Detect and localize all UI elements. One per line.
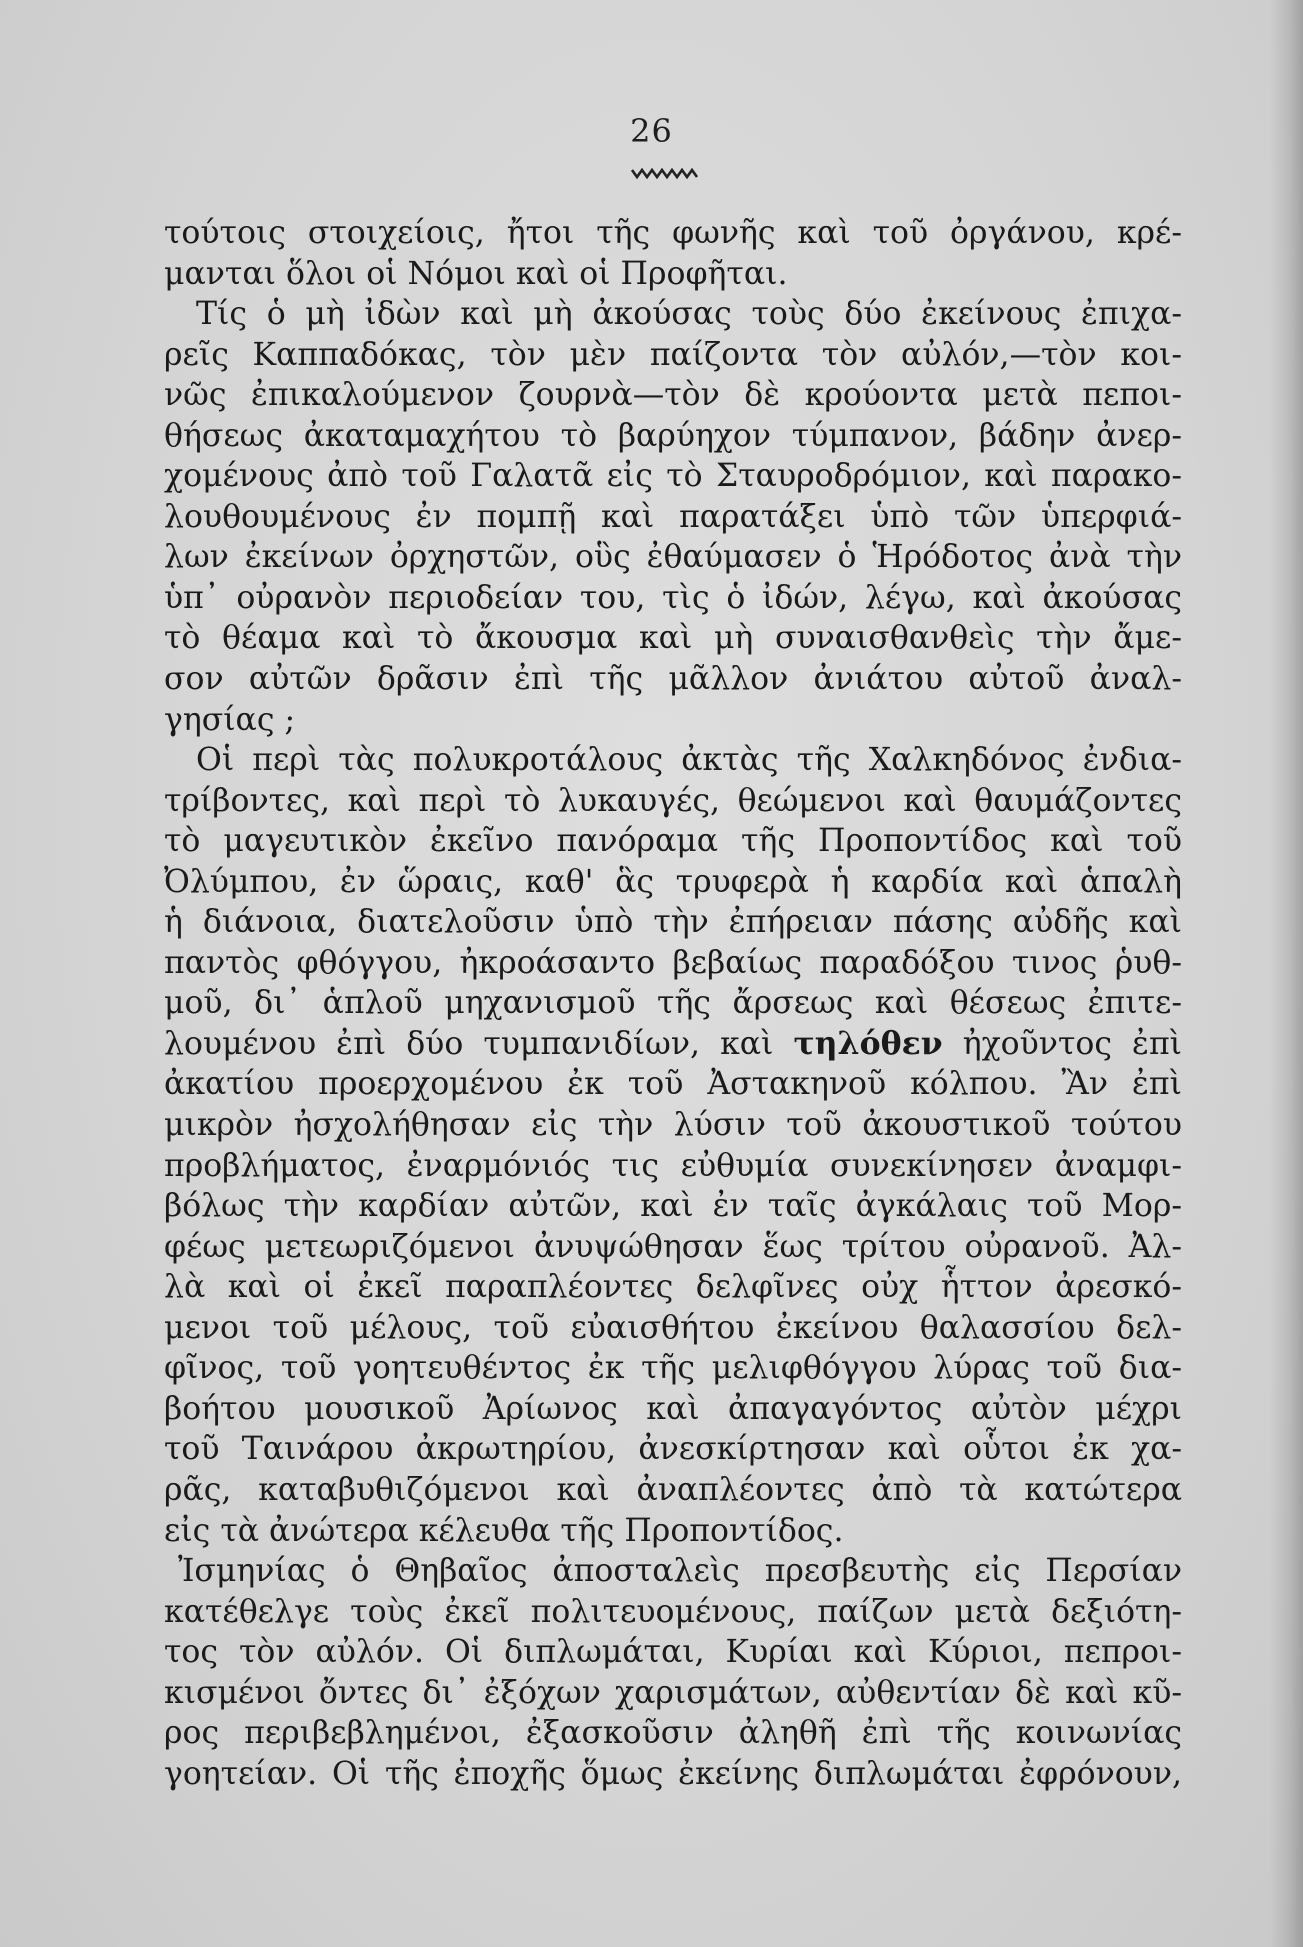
text-line: γησίας ; bbox=[164, 701, 296, 738]
text-line: μικρὸν ἠσχολήθησαν εἰς τὴν λύσιν τοῦ ἀκουστικοῦ τούτου bbox=[164, 1107, 1182, 1144]
text-line: μανται ὅλοι οἱ Νόμοι καὶ οἱ Προφῆται. bbox=[164, 255, 788, 292]
text-line: τος τὸν αὐλόν. Οἱ διπλωμάται, Κυρίαι καὶ Κύριοι, πεπροι- bbox=[164, 1634, 1182, 1671]
text-line: κισμένοι ὄντες δι᾽ ἐξόχων χαρισμάτων, αὐθεντίαν δὲ καὶ κῦ- bbox=[164, 1674, 1182, 1711]
body-text bbox=[164, 213, 1182, 1794]
text-line: φῖνος, τοῦ γοητευθέντος ἐκ τῆς μελιφθόγγου λύρας τοῦ δια- bbox=[164, 1350, 1182, 1387]
text-line: Τίς ὁ μὴ ἰδὼν καὶ μὴ ἀκούσας τοὺς δύο ἐκείνους ἐπιχα- bbox=[196, 296, 1182, 333]
text-line: τρίβοντες, καὶ περὶ τὸ λυκαυγές, θεώμενοι καὶ θαυμάζοντες bbox=[164, 782, 1182, 819]
text-line: λουμένου ἐπὶ δύο τυμπανιδίων, καὶ τηλόθεν ἠχοῦντος ἐπὶ bbox=[164, 1024, 1182, 1062]
text-line: ἡ διάνοια, διατελοῦσιν ὑπὸ τὴν ἐπήρειαν πάσης αὐδῆς καὶ bbox=[164, 904, 1182, 941]
text-line: βόλως τὴν καρδίαν αὐτῶν, καὶ ἐν ταῖς ἀγκάλαις τοῦ Μορ- bbox=[164, 1188, 1182, 1225]
text-line: τὸ μαγευτικὸν ἐκεῖνο πανόραμα τῆς Προποντίδος καὶ τοῦ bbox=[164, 823, 1182, 860]
text-line: τούτοις στοιχείοις, ἤτοι τῆς φωνῆς καὶ τοῦ ὀργάνου, κρέ- bbox=[164, 215, 1182, 251]
text-line: θήσεως ἀκαταμαχήτου τὸ βαρύηχον τύμπανον, βάδην ἀνερ- bbox=[164, 417, 1182, 454]
text-line: παντὸς φθόγγου, ἠκροάσαντο βεβαίως παραδόξου τινος ῥυθ- bbox=[164, 944, 1182, 981]
page-number: 26 bbox=[630, 112, 673, 150]
text-line: κατέθελγε τοὺς ἐκεῖ πολιτευομένους, παίζων μετὰ δεξιότη- bbox=[164, 1593, 1182, 1630]
text-line: λουθουμένους ἐν πομπῇ καὶ παρατάξει ὑπὸ τῶν ὑπερφιά- bbox=[164, 498, 1182, 535]
text-line: φέως μετεωριζόμενοι ἀνυψώθησαν ἕως τρίτου οὐρανοῦ. Ἀλ- bbox=[164, 1228, 1182, 1265]
text-line: ὑπ᾽ οὐρανὸν περιοδείαν του, τὶς ὁ ἰδών, λέγω, καὶ ἀκούσας bbox=[164, 579, 1182, 616]
text-line: Ἰσμηνίας ὁ Θηβαῖος ἀποσταλεὶς πρεσβευτὴς εἰς Περσίαν bbox=[178, 1553, 1182, 1590]
text-line: Οἱ περὶ τὰς πολυκροτάλους ἀκτὰς τῆς Χαλκηδόνος ἐνδια- bbox=[196, 742, 1182, 779]
bold-word: τηλόθεν bbox=[793, 1024, 943, 1062]
text-line: μοῦ, δι᾽ ἁπλοῦ μηχανισμοῦ τῆς ἄρσεως καὶ θέσεως ἐπιτε- bbox=[164, 985, 1182, 1022]
text-line: λὰ καὶ οἱ ἐκεῖ παραπλέοντες δελφῖνες οὐχ ἧττον ἀρεσκό- bbox=[164, 1269, 1182, 1306]
text-line: γοητείαν. Οἱ τῆς ἐποχῆς ὅμως ἐκείνης διπλωμάται ἐφρόνουν, bbox=[164, 1755, 1182, 1792]
text-line: ρεῖς Καππαδόκας, τὸν μὲν παίζοντα τὸν αὐλόν,—τὸν κοι- bbox=[164, 336, 1182, 373]
text-line: εἰς τὰ ἀνώτερα κέλευθα τῆς Προποντίδος. bbox=[164, 1512, 844, 1549]
text-line: χομένους ἀπὸ τοῦ Γαλατᾶ εἰς τὸ Σταυροδρόμιον, καὶ παρακο- bbox=[164, 458, 1182, 495]
wavy-ornament-icon bbox=[630, 166, 700, 180]
text-line: ρᾶς, καταβυθιζόμενοι καὶ ἀναπλέοντες ἀπὸ τὰ κατώτερα bbox=[164, 1471, 1182, 1508]
text-line: Ὀλύμπου, ἐν ὥραις, καθ' ἃς τρυφερὰ ἡ καρδία καὶ ἁπαλὴ bbox=[164, 863, 1182, 900]
text-line: ἀκατίου προερχομένου ἐκ τοῦ Ἀστακηνοῦ κόλπου. Ἂν ἐπὶ bbox=[164, 1066, 1182, 1103]
text-line: ρος περιβεβλημένοι, ἐξασκοῦσιν ἀληθῆ ἐπὶ τῆς κοινωνίας bbox=[164, 1715, 1182, 1752]
text-line: σον αὐτῶν δρᾶσιν ἐπὶ τῆς μᾶλλον ἀνιάτου αὐτοῦ ἀναλ- bbox=[164, 661, 1182, 698]
text-line: μενοι τοῦ μέλους, τοῦ εὐαισθήτου ἐκείνου θαλασσίου δελ- bbox=[164, 1309, 1182, 1346]
text-line: βοήτου μουσικοῦ Ἀρίωνος καὶ ἀπαγαγόντος αὐτὸν μέχρι bbox=[164, 1390, 1182, 1427]
text-line: προβλήματος, ἐναρμόνιός τις εὐθυμία συνεκίνησεν ἀναμφι- bbox=[164, 1147, 1182, 1184]
text-line: νῶς ἐπικαλούμενον ζουρνὰ—τὸν δὲ κρούοντα μετὰ πεποι- bbox=[164, 377, 1182, 414]
text-line: τοῦ Ταινάρου ἀκρωτηρίου, ἀνεσκίρτησαν καὶ οὗτοι ἐκ χα- bbox=[164, 1431, 1182, 1468]
text-line: λων ἐκείνων ὀρχηστῶν, οὓς ἐθαύμασεν ὁ Ἡρόδοτος ἀνὰ τὴν bbox=[164, 539, 1182, 576]
text-line: τὸ θέαμα καὶ τὸ ἄκουσμα καὶ μὴ συναισθανθεὶς τὴν ἄμε- bbox=[164, 620, 1182, 657]
